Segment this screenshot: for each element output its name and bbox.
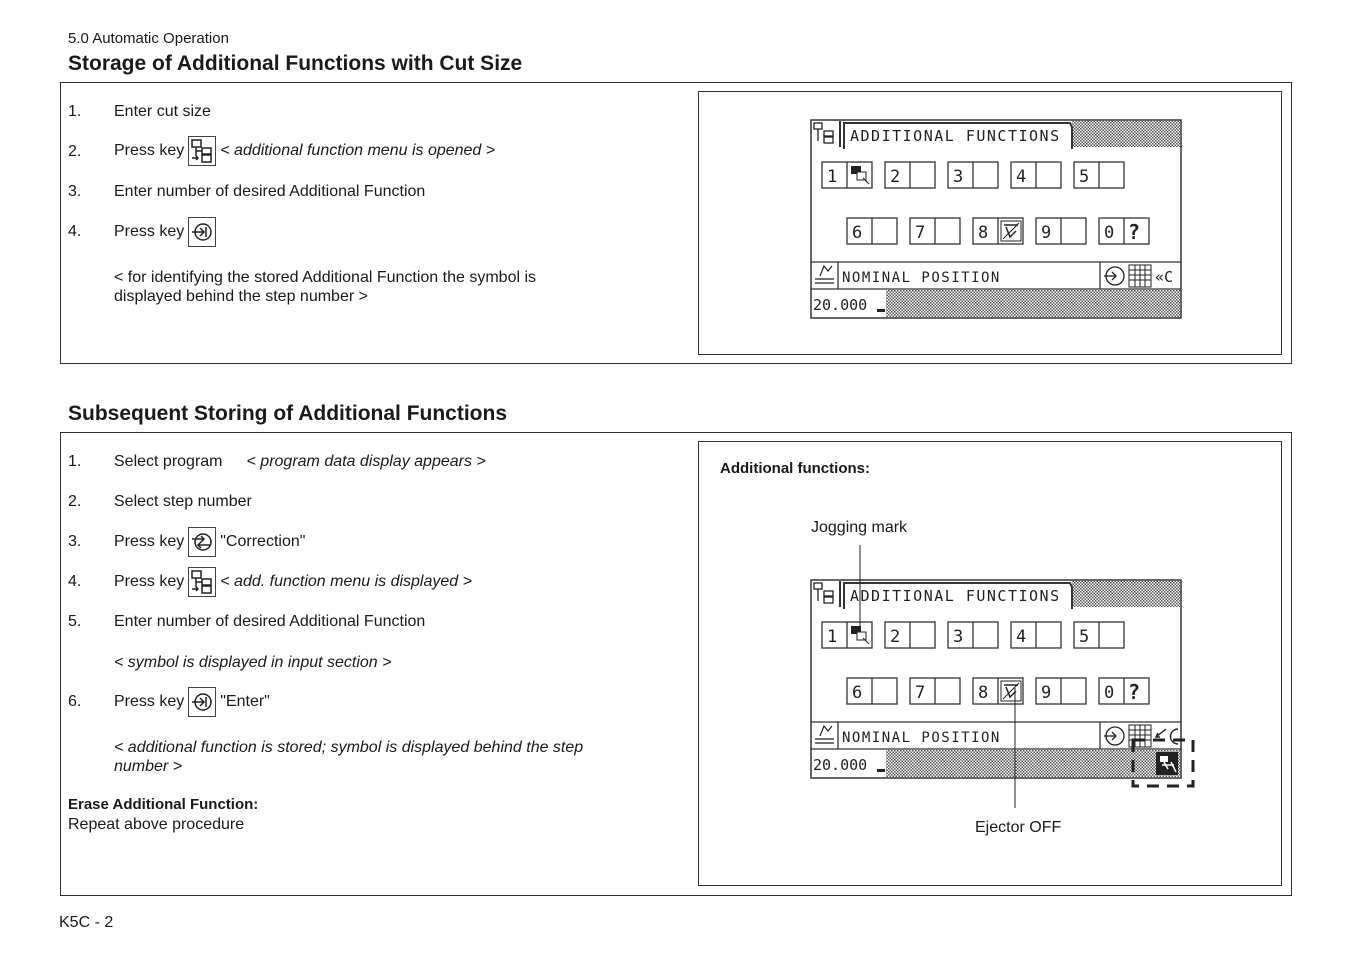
s1-note-line1: < for identifying the stored Additional Function the symbol is bbox=[114, 269, 537, 286]
s2-step4-text bbox=[114, 567, 472, 597]
lcd2-value: 20.000 bbox=[813, 756, 868, 774]
s2-step4-note: < add. function menu is displayed > bbox=[220, 573, 472, 590]
s1-step1-label: Enter cut size bbox=[114, 103, 211, 120]
lcd-key-6: 6 bbox=[852, 223, 863, 243]
lcd2-key-1: 1 bbox=[827, 627, 838, 647]
s2-note6 bbox=[114, 738, 583, 776]
section2-title: Subsequent Storing of Additional Functions bbox=[68, 402, 508, 425]
erase-text: Repeat above procedure bbox=[68, 816, 245, 833]
lcd-key-0: 0 bbox=[1104, 223, 1115, 243]
s2-step3-label: Press key bbox=[114, 533, 185, 550]
s2-note6-line1: < additional function is stored; symbol is displayed behind the step bbox=[114, 739, 584, 756]
s2-step6-label: Press key bbox=[114, 693, 185, 710]
jogging-mark-label: Jogging mark bbox=[811, 519, 908, 536]
section1-title: Storage of Additional Functions with Cut Size bbox=[68, 52, 523, 75]
lcd-key-5: 5 bbox=[1079, 167, 1090, 187]
s1-step3-label: Enter number of desired Additional Function bbox=[114, 183, 426, 200]
lcd-status: NOMINAL POSITION bbox=[842, 270, 1001, 286]
lcd2-key-5: 5 bbox=[1079, 627, 1090, 647]
erase-title: Erase Additional Function: bbox=[68, 796, 259, 813]
s1-step2-text bbox=[114, 136, 495, 166]
s2-step1-text bbox=[114, 453, 486, 471]
s2-step3-text bbox=[114, 527, 305, 557]
enter-key-icon-2 bbox=[188, 687, 216, 717]
page-footer: K5C - 2 bbox=[59, 914, 114, 931]
lcd-key-7: 7 bbox=[915, 223, 926, 243]
lcd-key-8: 8 bbox=[978, 223, 989, 243]
s2-step2-text bbox=[114, 493, 252, 511]
lcd-key-2: 2 bbox=[890, 167, 901, 187]
lcd-screen-1 bbox=[810, 119, 1182, 319]
s2-step4-num: 4. bbox=[68, 573, 82, 590]
lcd-help-glyph: ? bbox=[1128, 220, 1141, 244]
s1-step2-note: < additional function menu is opened > bbox=[220, 142, 496, 159]
lcd-key-1: 1 bbox=[827, 167, 838, 187]
s2-step1-label: Select program bbox=[114, 453, 223, 470]
s1-step4-text bbox=[114, 217, 216, 247]
chapter-label: 5.0 Automatic Operation bbox=[68, 30, 229, 47]
lcd2-key-6: 6 bbox=[852, 683, 863, 703]
callout-lines bbox=[850, 545, 1030, 810]
additional-functions-heading: Additional functions: bbox=[720, 460, 870, 477]
enter-key-icon bbox=[188, 217, 216, 247]
s2-step5-label: Enter number of desired Additional Function bbox=[114, 613, 426, 630]
s1-step4-num: 4. bbox=[68, 223, 82, 240]
s1-step2-label: Press key bbox=[114, 142, 185, 159]
lcd2-key-4: 4 bbox=[1016, 627, 1027, 647]
s2-step3-num: 3. bbox=[68, 533, 82, 550]
s2-step1-note: < program data display appears > bbox=[246, 453, 486, 470]
lcd2-help-glyph: ? bbox=[1128, 680, 1141, 704]
lcd-title: ADDITIONAL FUNCTIONS bbox=[850, 127, 1061, 145]
s1-note bbox=[114, 268, 536, 306]
lcd-value: 20.000 bbox=[813, 296, 868, 314]
lcd2-key-7: 7 bbox=[915, 683, 926, 703]
s2-step1-num: 1. bbox=[68, 453, 82, 470]
s2-step4-label: Press key bbox=[114, 573, 185, 590]
ejector-off-icon bbox=[1001, 221, 1021, 241]
s2-note5: < symbol is displayed in input section > bbox=[114, 654, 392, 671]
s2-note6-line2: number > bbox=[114, 758, 183, 775]
s2-step5-num: 5. bbox=[68, 613, 82, 630]
s2-step6-suffix: "Enter" bbox=[220, 693, 270, 710]
correction-key-icon bbox=[188, 527, 216, 557]
s2-step5-text bbox=[114, 613, 425, 631]
lcd2-status: NOMINAL POSITION bbox=[842, 730, 1001, 746]
lcd-back-glyph: «C bbox=[1155, 268, 1174, 286]
lcd2-key-2: 2 bbox=[890, 627, 901, 647]
lcd2-key-3: 3 bbox=[953, 627, 964, 647]
s2-step6-num: 6. bbox=[68, 693, 82, 710]
ejector-symbol-input bbox=[1156, 752, 1178, 775]
lcd-key-3: 3 bbox=[953, 167, 964, 187]
s1-note-line2: displayed behind the step number > bbox=[114, 288, 368, 305]
additional-function-key-icon bbox=[188, 136, 216, 166]
s1-step2-num: 2. bbox=[68, 143, 82, 160]
lcd2-key-9: 9 bbox=[1041, 683, 1052, 703]
s1-step1-num: 1. bbox=[68, 103, 82, 120]
lcd-key-4: 4 bbox=[1016, 167, 1027, 187]
s1-step3-text bbox=[114, 183, 425, 201]
s2-step3-suffix: "Correction" bbox=[220, 533, 306, 550]
s1-step1-text bbox=[114, 103, 211, 121]
lcd2-key-8: 8 bbox=[978, 683, 989, 703]
lcd-grid-icon bbox=[1129, 265, 1151, 287]
additional-function-key-icon-2 bbox=[188, 567, 216, 597]
s1-step3-num: 3. bbox=[68, 183, 82, 200]
s2-step2-num: 2. bbox=[68, 493, 82, 510]
lcd2-key-0: 0 bbox=[1104, 683, 1115, 703]
s2-step2-label: Select step number bbox=[114, 493, 252, 510]
s1-step4-label: Press key bbox=[114, 223, 185, 240]
lcd2-title: ADDITIONAL FUNCTIONS bbox=[850, 587, 1061, 605]
ejector-off-label: Ejector OFF bbox=[975, 819, 1062, 836]
s2-step6-text bbox=[114, 687, 270, 717]
lcd-key-9: 9 bbox=[1041, 223, 1052, 243]
